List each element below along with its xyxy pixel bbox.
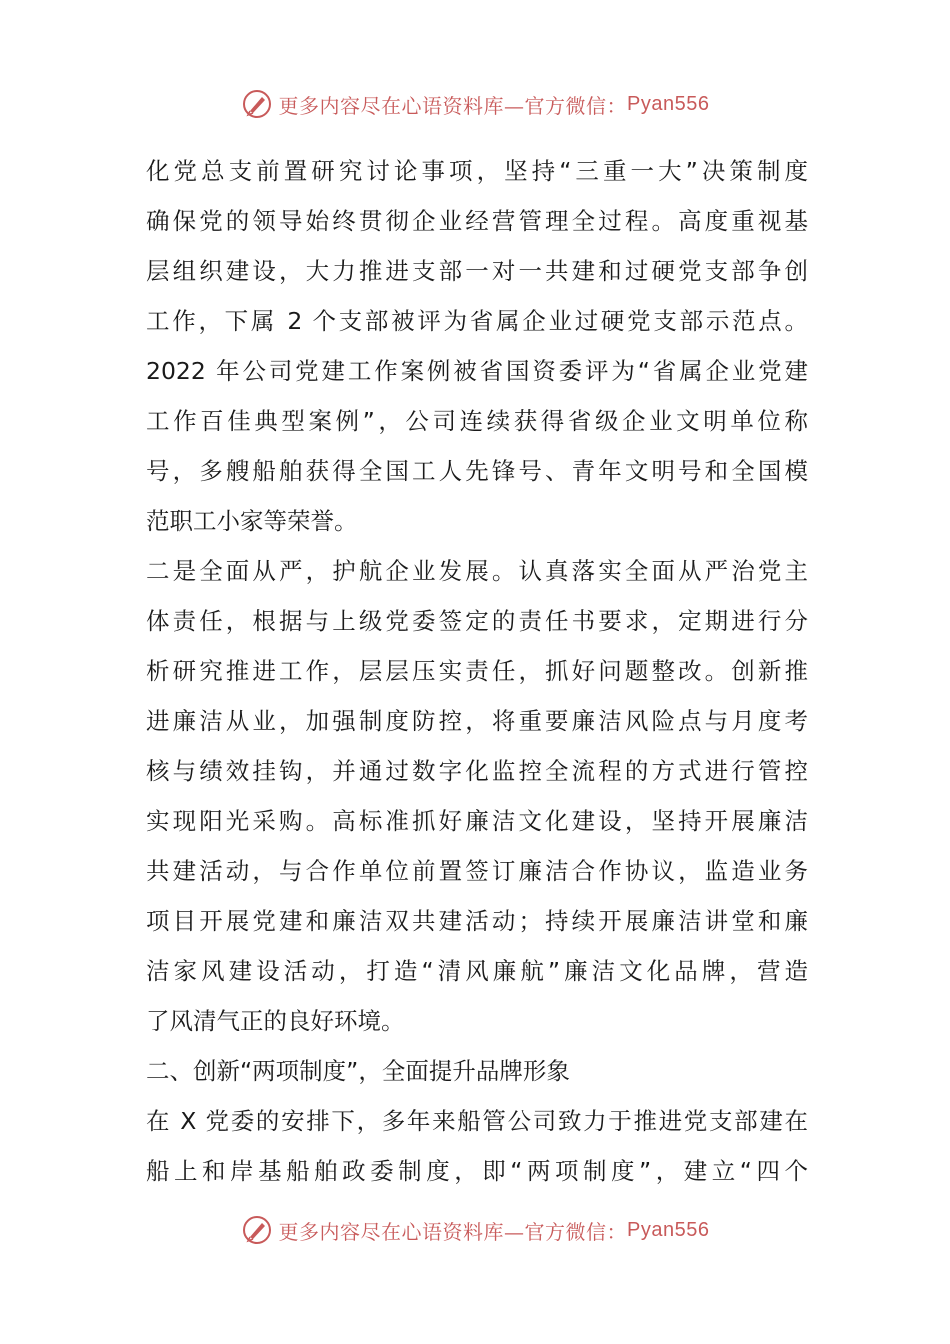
text-line: 项目开展党建和廉洁双共建活动；持续开展廉洁讲堂和廉: [146, 907, 808, 935]
text-line: 工作，下属 2 个支部被评为省属企业过硬党支部示范点。: [146, 307, 808, 335]
text-line: 洁家风建设活动，打造“清风廉航”廉洁文化品牌，营造: [146, 957, 808, 985]
text-line: 了风清气正的良好环境。: [146, 1007, 405, 1035]
text-line: 工作百佳典型案例”，公司连续获得省级企业文明单位称: [146, 407, 808, 435]
watermark-text: 更多内容尽在心语资料库—官方微信：: [278, 93, 628, 118]
document-body: [146, 146, 808, 1196]
header-watermark: [0, 84, 950, 124]
text-line: 化党总支前置研究讨论事项，坚持“三重一大”决策制度: [146, 157, 808, 185]
footer-watermark: [0, 1210, 950, 1250]
text-line: 析研究推进工作，层层压实责任，抓好问题整改。创新推: [146, 657, 808, 685]
text-line: 实现阳光采购。高标准抓好廉洁文化建设，坚持开展廉洁: [146, 807, 808, 835]
pen-logo-icon: [241, 1214, 273, 1246]
watermark-id: Pyan556: [627, 1218, 710, 1241]
text-line: 号，多艘船舶获得全国工人先锋号、青年文明号和全国模: [146, 457, 808, 485]
watermark-id: Pyan556: [627, 92, 710, 115]
text-line: 体责任，根据与上级党委签定的责任书要求，定期进行分: [146, 607, 808, 635]
text-line: 层组织建设，大力推进支部一对一共建和过硬党支部争创: [146, 257, 808, 285]
text-line: 船上和岸基船舶政委制度，即“两项制度”，建立“四个: [146, 1157, 808, 1185]
text-line: 确保党的领导始终贯彻企业经营管理全过程。高度重视基: [146, 207, 808, 235]
text-line: 在 X 党委的安排下，多年来船管公司致力于推进党支部建在: [146, 1107, 808, 1135]
pen-logo-icon: [241, 88, 273, 120]
watermark-text: 更多内容尽在心语资料库—官方微信：: [278, 1219, 628, 1244]
text-line: 共建活动，与合作单位前置签订廉洁合作协议，监造业务: [146, 857, 808, 885]
text-line: 二是全面从严，护航企业发展。认真落实全面从严治党主: [146, 557, 808, 585]
text-line: 2022 年公司党建工作案例被省国资委评为“省属企业党建: [146, 357, 808, 385]
text-line: 进廉洁从业，加强制度防控，将重要廉洁风险点与月度考: [146, 707, 808, 735]
text-line: 范职工小家等荣誉。: [146, 507, 358, 535]
text-line: 核与绩效挂钩，并通过数字化监控全流程的方式进行管控: [146, 757, 808, 785]
text-line: 二、创新“两项制度”，全面提升品牌形象: [146, 1057, 570, 1085]
